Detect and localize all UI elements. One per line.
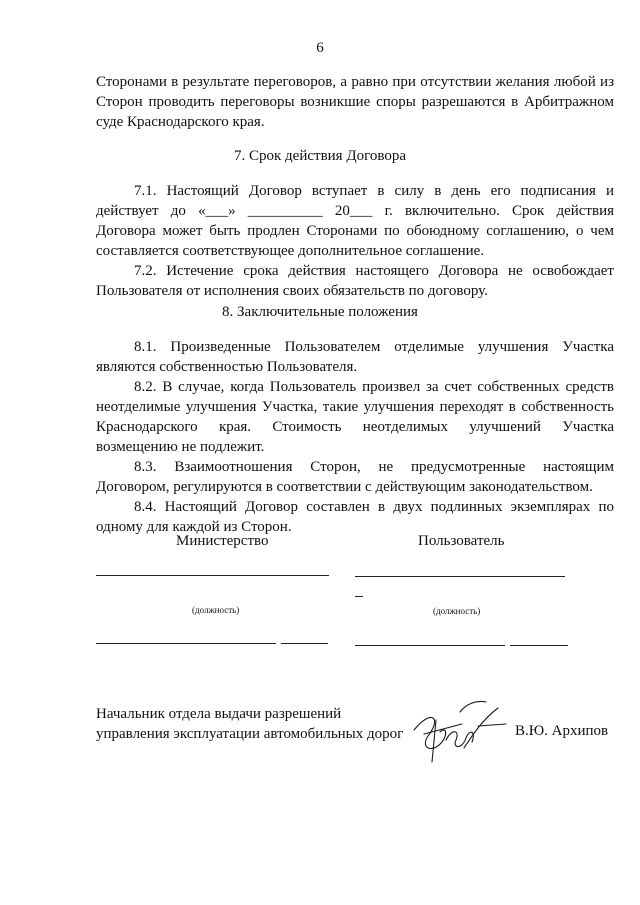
text-line: 7.1. Настоящий Договор вступает в силу в день его подписания и [134,183,614,199]
clause-7-1 [96,181,614,261]
text-line: суде Краснодарского края. [96,114,265,130]
signoff-line-1: Начальник отдела выдачи разрешений [96,706,342,722]
text-line: возмещению не подлежит. [96,439,265,455]
ministry-signature-line [96,575,329,576]
user-name-line [355,645,505,646]
user-label: Пользователь [418,533,505,549]
text-line: 8.1. Произведенные Пользователем отделимые улучшения Участка [134,339,614,355]
handwritten-signature [402,690,512,770]
clause-8-1 [96,337,614,377]
ministry-name-line [96,643,276,644]
section-8-title: 8. Заключительные положения [222,304,418,320]
text-line: Пользователя от исполнения своих обязательств по договору. [96,283,488,299]
text-line: Сторон проводить переговоры возникшие споры разрешаются в Арбитражном [96,94,614,110]
text-line: Договором, регулируются в соответствии с действующим законодательством. [96,479,593,495]
page-number: 6 [316,40,324,56]
clause-7-2 [96,261,614,301]
section-7-title: 7. Срок действия Договора [234,148,406,164]
signoff-line-2: управления эксплуатации автомобильных дорог [96,726,404,742]
text-line: 7.2. Истечение срока действия настоящего Договора не освобождает [134,263,614,279]
text-line: одному для каждой из Сторон. [96,519,292,535]
text-line: Договора может быть продлен Сторонами по обоюдному соглашению, о чем [96,223,614,239]
text-line: 8.4. Настоящий Договор составлен в двух подлинных экземплярах по [134,499,614,515]
user-signature-line [355,576,565,577]
ministry-date-line [281,643,328,644]
clause-8-2 [96,377,614,457]
intro-paragraph [96,72,614,132]
text-line: Сторонами в результате переговоров, а равно при отсутствии желания любой из [96,74,614,90]
ministry-label: Министерство [176,533,269,549]
text-line: 8.2. В случае, когда Пользователь произвел за счет собственных средств [134,379,614,395]
clause-8-4 [96,477,614,537]
dash-mark [355,596,363,597]
text-line: являются собственностью Пользователя. [96,359,358,375]
text-line: неотделимые улучшения Участка, такие улучшения переходят в собственность [96,399,614,415]
signoff-title [96,704,403,744]
signoff-name: В.Ю. Архипов [515,723,609,739]
text-line: 8.3. Взаимоотношения Сторон, не предусмотренные настоящим [134,459,614,475]
text-line: Краснодарского края. Стоимость неотделимых улучшений Участка [96,419,614,435]
text-line: составляется соответствующее дополнительное соглашение. [96,243,485,259]
user-date-line [510,645,568,646]
text-line: действует до «___» __________ 20___ г. включительно. Срок действия [96,203,614,219]
ministry-position-label: (должность) [192,605,240,615]
user-position-label: (должность) [433,606,481,616]
